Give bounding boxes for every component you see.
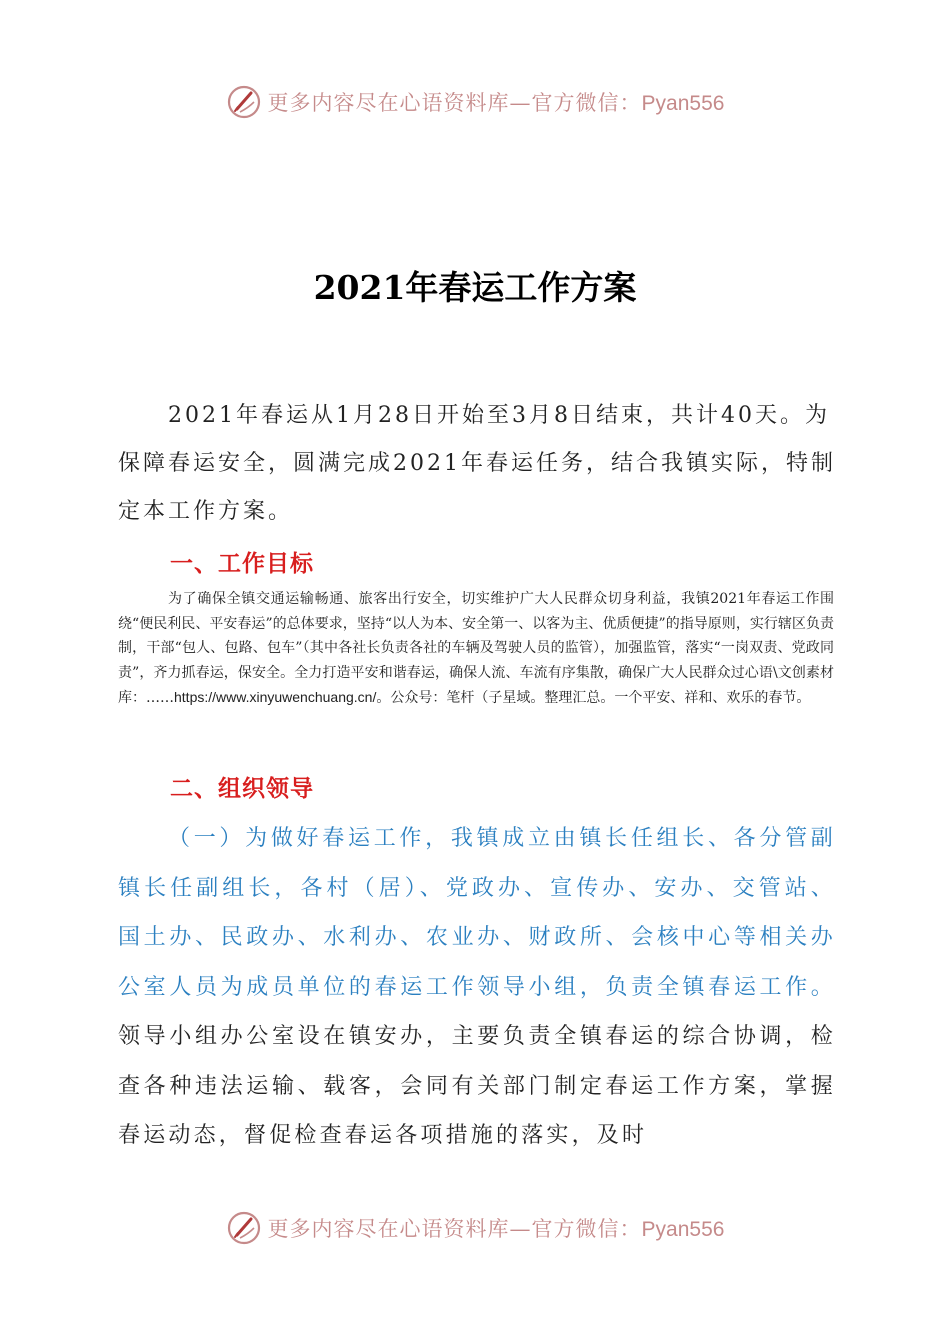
watermark-wechat-id: Pyan556 (641, 1218, 725, 1241)
intro-paragraph: 2021年春运从1月28日开始至3月8日结束，共计40天。为保障春运安全，圆满完成2021年春运任务，结合我镇实际，特制定本工作方案。 (118, 403, 836, 524)
section-heading-goals: 一、工作目标 (170, 551, 314, 577)
footer-watermark (0, 1206, 950, 1250)
watermark-wechat-id: Pyan556 (641, 92, 725, 115)
watermark-text: 更多内容尽在心语资料库—官方微信：Pyan556 (267, 1217, 725, 1241)
goals-paragraph (118, 587, 834, 711)
watermark-text: 更多内容尽在心语资料库—官方微信：Pyan556 (267, 91, 725, 115)
goals-text-part2: 。公众号：笔杆（子星域。整理汇总。一个平安、祥和、欢乐的春节。 (376, 690, 811, 706)
header-watermark (0, 80, 950, 124)
organization-body-text: 领导小组办公室设在镇安办，主要负责全镇春运的综合协调，检查各种违法运输、载客，会同有关部门制定春运工作方案，掌握春运动态，督促检查春运各项措施的落实，及时 (118, 1024, 836, 1148)
goals-url: https://www.xinyuwenchuang.cn/ (174, 689, 377, 705)
goals-text-part1: 为了确保全镇交通运输畅通、旅客出行安全，切实维护广大人民群众切身利益，我镇2021年春运工作围绕“便民利民、平安春运”的总体要求，坚持“以人为本、安全第一、以客为主、优质便捷”的指导原则，实行辖区负责制，干部“包人、包路、包车”（其中各社长负责各社的车辆及驾驶人员的监管），加强监管，落实“一岗双责、党政同责”，齐力抓春运，保安全。全力打造平安和谐春运，确保人流、车流有序集散，确保广大人民群众过心语\文创素材库：…… (118, 591, 834, 706)
pen-logo-icon (226, 84, 262, 120)
organization-highlight-text: （一）为做好春运工作，我镇成立由镇长任组长、各分管副镇长任副组长，各村（居）、党政办、宣传办、安办、交管站、国土办、民政办、水利办、农业办、财政所、会核中心等相关办公室人员为成员单位的春运工作领导小组，负责全镇春运工作。 (118, 826, 836, 1000)
organization-paragraph (118, 814, 836, 1161)
pen-logo-icon (226, 1210, 262, 1246)
document-title: 2021年春运工作方案 (313, 268, 637, 307)
section-heading-organization: 二、组织领导 (170, 776, 314, 802)
